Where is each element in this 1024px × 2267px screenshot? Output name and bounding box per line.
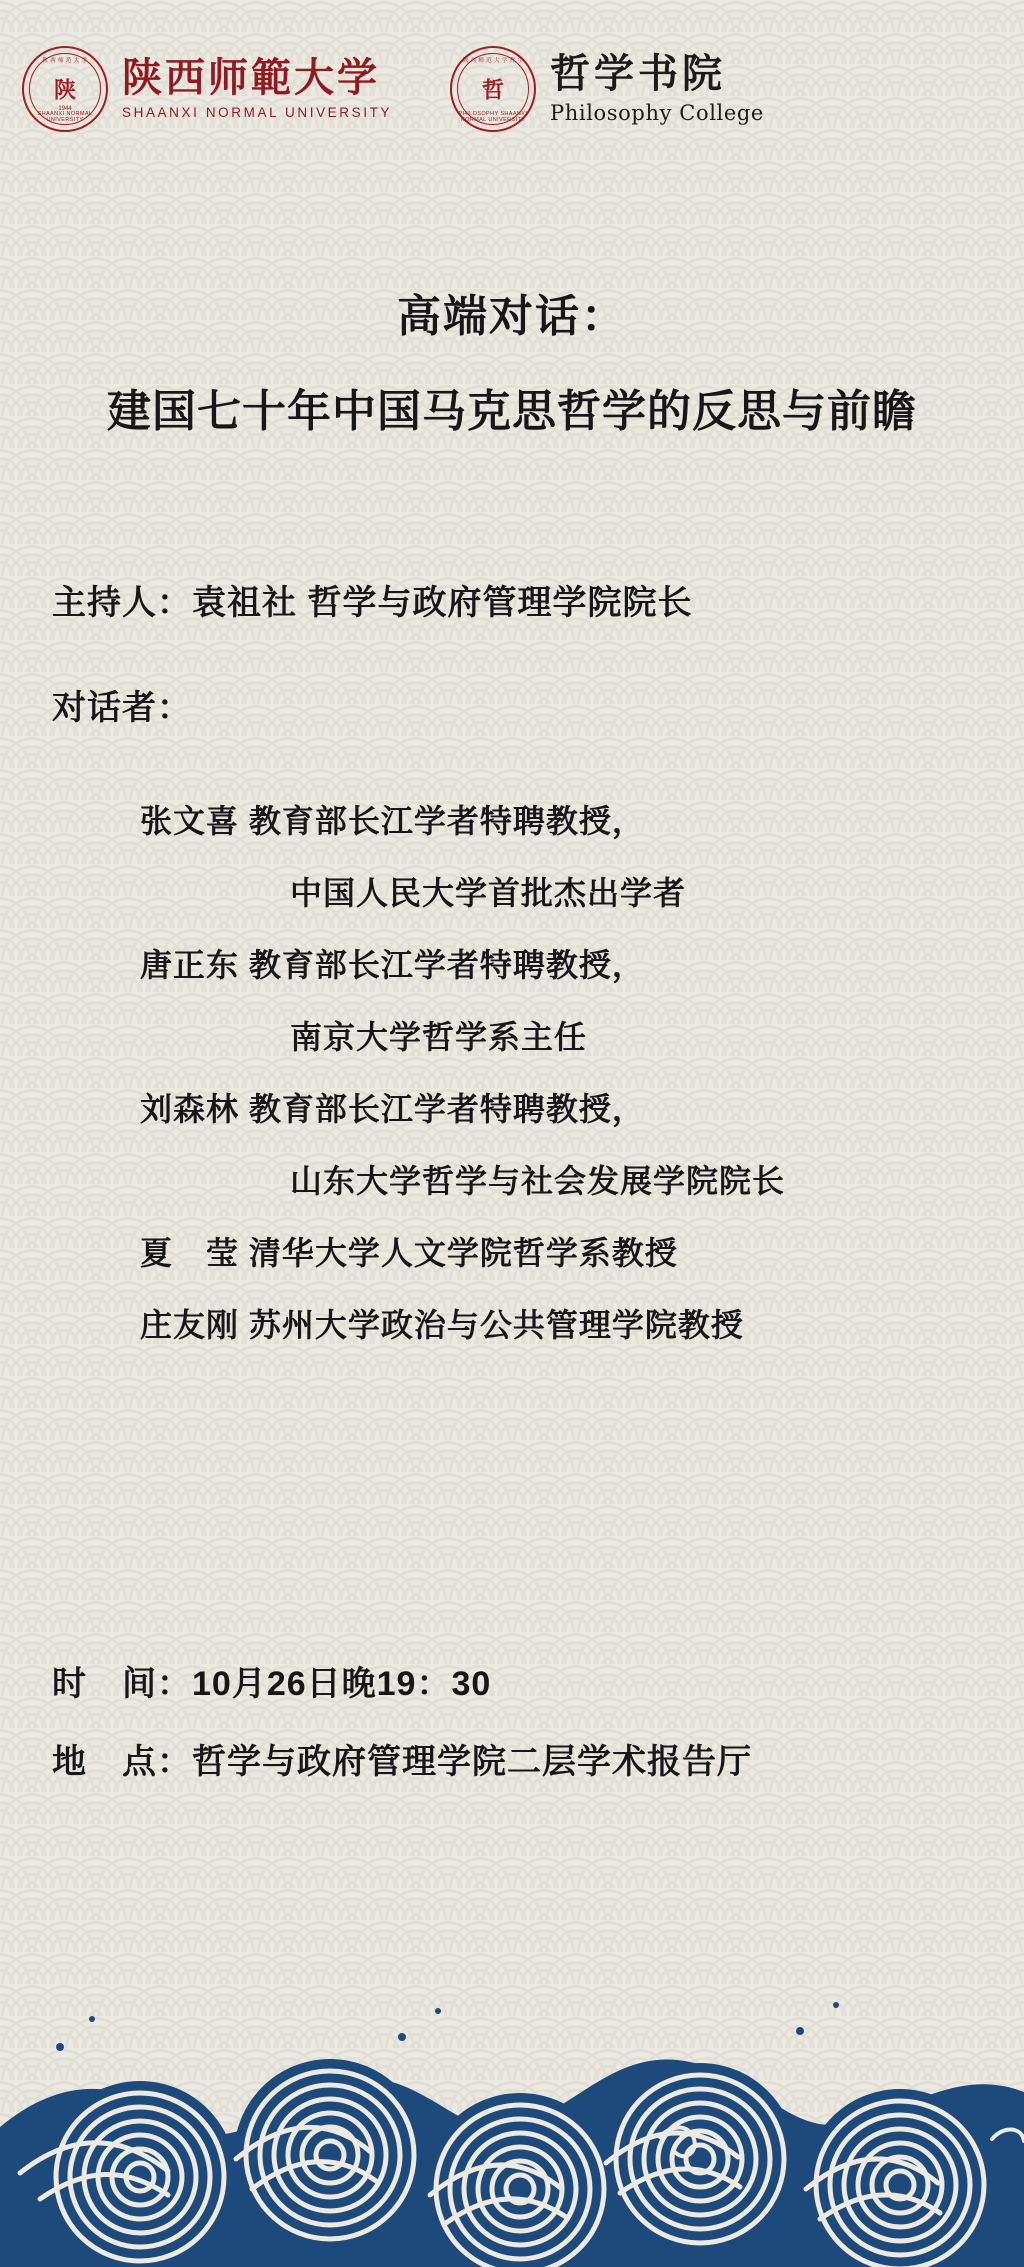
university-seal-icon bbox=[22, 46, 108, 132]
list-item: 唐正东 教育部长江学者特聘教授， bbox=[140, 947, 645, 983]
list-item: 夏 莹 清华大学人文学院哲学系教授 bbox=[140, 1235, 678, 1271]
event-place: 地 点：哲学与政府管理学院二层学术报告厅 bbox=[52, 1743, 752, 1781]
college-seal-ring-bottom: PHILOSOPHY SHAANXI NORMAL UNIVERSITY bbox=[458, 111, 528, 123]
university-name-en: SHAANXI NORMAL UNIVERSITY bbox=[122, 105, 393, 121]
speaker-list bbox=[0, 785, 1024, 1361]
university-seal-char: 陕 bbox=[53, 77, 77, 104]
university-logo bbox=[22, 46, 392, 132]
university-name-cn: 陕西师範大学 bbox=[122, 54, 380, 102]
list-item: 刘森林 教育部长江学者特聘教授， bbox=[140, 1091, 645, 1127]
university-seal-ring-bottom: SHAANXI NORMAL UNIVERSITY bbox=[37, 111, 93, 123]
college-logo bbox=[450, 46, 764, 132]
list-item: 山东大学哲学与社会发展学院院长 bbox=[290, 1163, 786, 1199]
event-time: 时 间：10月26日晚19：30 bbox=[52, 1665, 492, 1703]
college-name-en: Philosophy College bbox=[550, 101, 764, 125]
event-details bbox=[52, 1645, 752, 1801]
speakers-label: 对话者： bbox=[52, 689, 192, 727]
university-seal-ring-top: 陕 西 师 范 大 学 bbox=[42, 58, 88, 64]
list-item: 张文喜 教育部长江学者特聘教授， bbox=[140, 803, 645, 839]
college-seal-ring-top: 陕 西 师 范 大 学 哲 学 bbox=[462, 58, 524, 64]
college-seal-icon bbox=[450, 46, 536, 132]
list-item: 庄友刚 苏州大学政治与公共管理学院教授 bbox=[140, 1307, 744, 1343]
list-item: 中国人民大学首批杰出学者 bbox=[290, 875, 687, 911]
list-item: 南京大学哲学系主任 bbox=[290, 1019, 588, 1055]
bottom-wave-illustration bbox=[0, 1927, 1024, 2267]
poster-title-main: 高端对话： bbox=[397, 292, 627, 341]
university-seal-year: 1944 bbox=[58, 106, 72, 112]
host-line: 主持人：袁祖社 哲学与政府管理学院院长 bbox=[52, 584, 693, 622]
university-logo-text bbox=[122, 54, 393, 121]
college-seal-char: 哲 bbox=[482, 77, 505, 104]
college-logo-text bbox=[550, 50, 764, 125]
college-name-cn: 哲学书院 bbox=[550, 50, 727, 97]
poster-title-sub: 建国七十年中国马克思哲学的反思与前瞻 bbox=[107, 387, 917, 436]
poster-header bbox=[0, 34, 1024, 144]
